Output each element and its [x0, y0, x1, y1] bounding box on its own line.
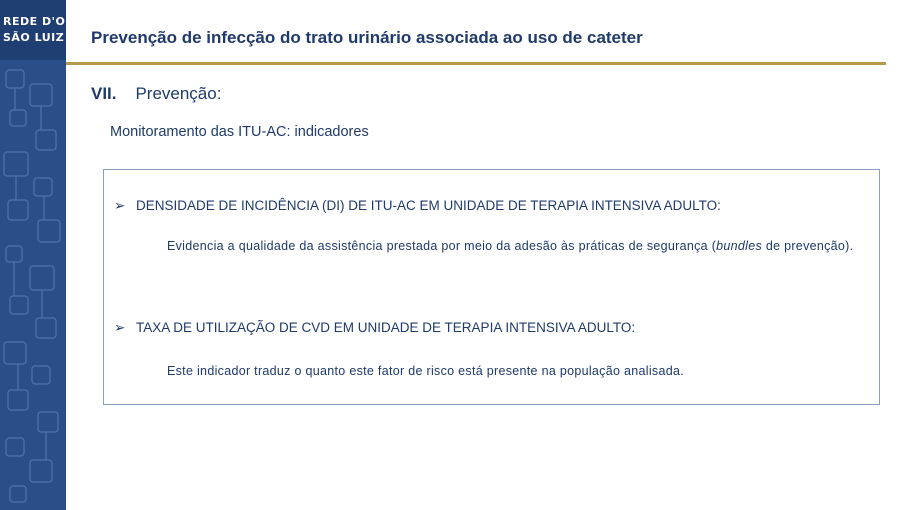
sidebar-pattern — [0, 60, 66, 510]
logo-line-2: SÃO LUIZ — [3, 31, 65, 44]
indicator-1-title-text: DENSIDADE DE INCIDÊNCIA (DI) DE ITU-AC EM UNIDADE DE TERAPIA INTENSIVA ADULTO: — [136, 198, 721, 213]
indicator-2-description: Este indicador traduz o quanto este fator de risco está presente na população analisada. — [167, 364, 684, 378]
section-heading — [91, 84, 221, 104]
section-number: VII. — [91, 84, 117, 103]
indicator-1-description — [167, 237, 857, 256]
arrow-bullet-icon: ➢ — [114, 198, 126, 213]
indicator-2-title — [114, 320, 635, 336]
indicator-1-desc-text-end: de prevenção). — [762, 239, 854, 253]
logo — [0, 0, 75, 60]
arrow-bullet-icon: ➢ — [114, 320, 126, 335]
sidebar-decoration — [0, 0, 75, 510]
indicator-1-desc-emphasis: bundles — [716, 239, 763, 253]
title-divider — [66, 62, 886, 65]
indicator-2-title-text: TAXA DE UTILIZAÇÃO DE CVD EM UNIDADE DE TERAPIA INTENSIVA ADULTO: — [136, 320, 636, 335]
logo-line-1: REDE D'OR — [3, 15, 75, 28]
indicator-1-title — [114, 198, 721, 214]
section-title: Prevenção: — [135, 84, 222, 103]
page-title: Prevenção de infecção do trato urinário associada ao uso de cateter — [91, 28, 643, 47]
section-subtitle: Monitoramento das ITU-AC: indicadores — [110, 124, 369, 140]
indicator-1-desc-text: Evidencia a qualidade da assistência prestada por meio da adesão às práticas de segurança ( — [167, 239, 717, 253]
indicators-box — [103, 169, 880, 405]
